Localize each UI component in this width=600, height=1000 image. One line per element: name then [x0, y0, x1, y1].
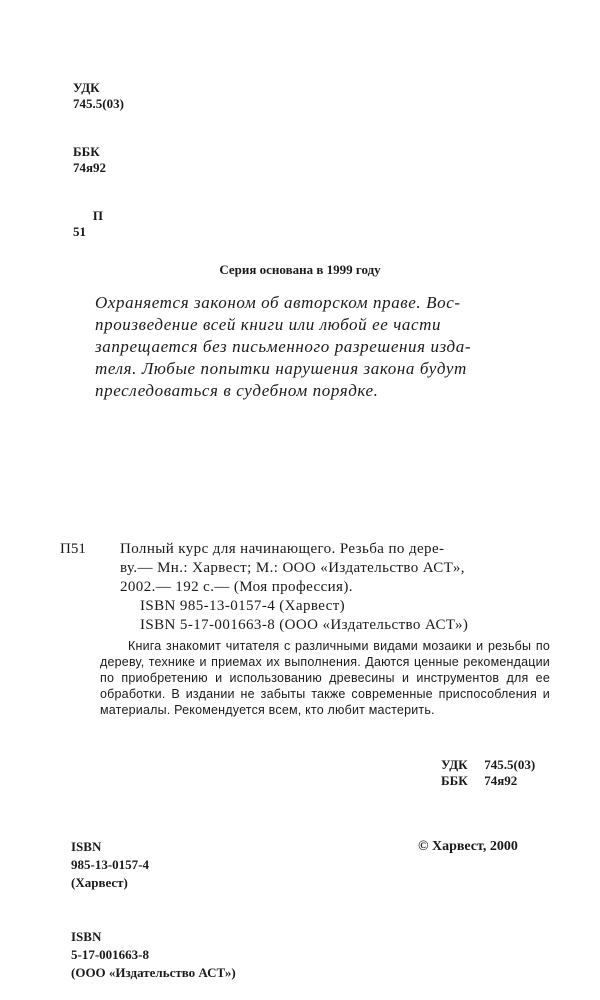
isbn-row [58, 820, 236, 910]
record-line: Полный курс для начинающего. Резьба по дере- [120, 541, 445, 557]
udk-value: 745.5(03) [73, 96, 124, 111]
series-note: Серия основана в 1999 году [219, 262, 381, 277]
record-body [120, 540, 550, 597]
bbk-label: ББК [441, 773, 468, 788]
bbk-value: 74я92 [484, 773, 518, 788]
isbn-row [58, 910, 236, 1000]
isbn-label: ISBN [71, 839, 102, 854]
copyright-notice [95, 292, 555, 402]
annotation: Книга знакомит читателя с различными видами мозаики и резьбы по дереву, технике и приемах их выполнения. Даются ценные рекомендации по приобретению и использованию древесины и инструментов для ее обработки. В издании не забыты также современные приспособления и материалы. Рекомендуется всем, кто любит мастерить. [100, 639, 550, 717]
isbn-value: 5-17-001663-8 [71, 947, 149, 962]
record-line: ву.— Мн.: Харвест; М.: ООО «Издательство АСТ», [120, 560, 465, 576]
bbk-label: ББК [73, 144, 100, 159]
copyright-line: запрещается без письменного разрешения изда- [95, 337, 472, 356]
udk-label: УДК [73, 80, 100, 95]
record-isbn: ISBN 985-13-0157-4 (Харвест) [140, 598, 346, 614]
udk-label: УДК [441, 757, 468, 772]
record-code: П51 [60, 541, 86, 557]
udk-row [60, 64, 124, 128]
record-line: 2002.— 192 с.— (Моя профессия). [120, 579, 353, 595]
record-isbn: ISBN 5-17-001663-8 (ООО «Издательство АСТ») [140, 617, 469, 633]
isbn-publisher: (Харвест) [71, 875, 128, 890]
bibliographic-record [60, 540, 550, 635]
copyright-line: преследоваться в судебном порядке. [95, 381, 379, 400]
classification-top [60, 64, 124, 256]
copyright-line: теля. Любые попытки нарушения закона будут [95, 359, 467, 378]
author-mark-value: 51 [73, 224, 86, 239]
copyright-line: произведение всей книги или любой ее части [95, 315, 442, 334]
udk-row [441, 757, 535, 773]
isbn-publisher: (ООО «Издательство АСТ») [71, 965, 236, 980]
bbk-value: 74я92 [73, 160, 107, 175]
author-mark-label: П [92, 208, 103, 223]
isbn-label: ISBN [71, 929, 102, 944]
copyright-line: © Харвест, 2000 [418, 839, 518, 854]
isbn-block [58, 820, 236, 1000]
bbk-row [441, 773, 535, 789]
copyright-line: Охраняется законом об авторском праве. Вос- [95, 293, 461, 312]
classification-bottom [441, 757, 535, 789]
author-mark-row [60, 192, 124, 256]
isbn-value: 985-13-0157-4 [71, 857, 149, 872]
udk-value: 745.5(03) [484, 757, 536, 772]
bbk-row [60, 128, 124, 192]
